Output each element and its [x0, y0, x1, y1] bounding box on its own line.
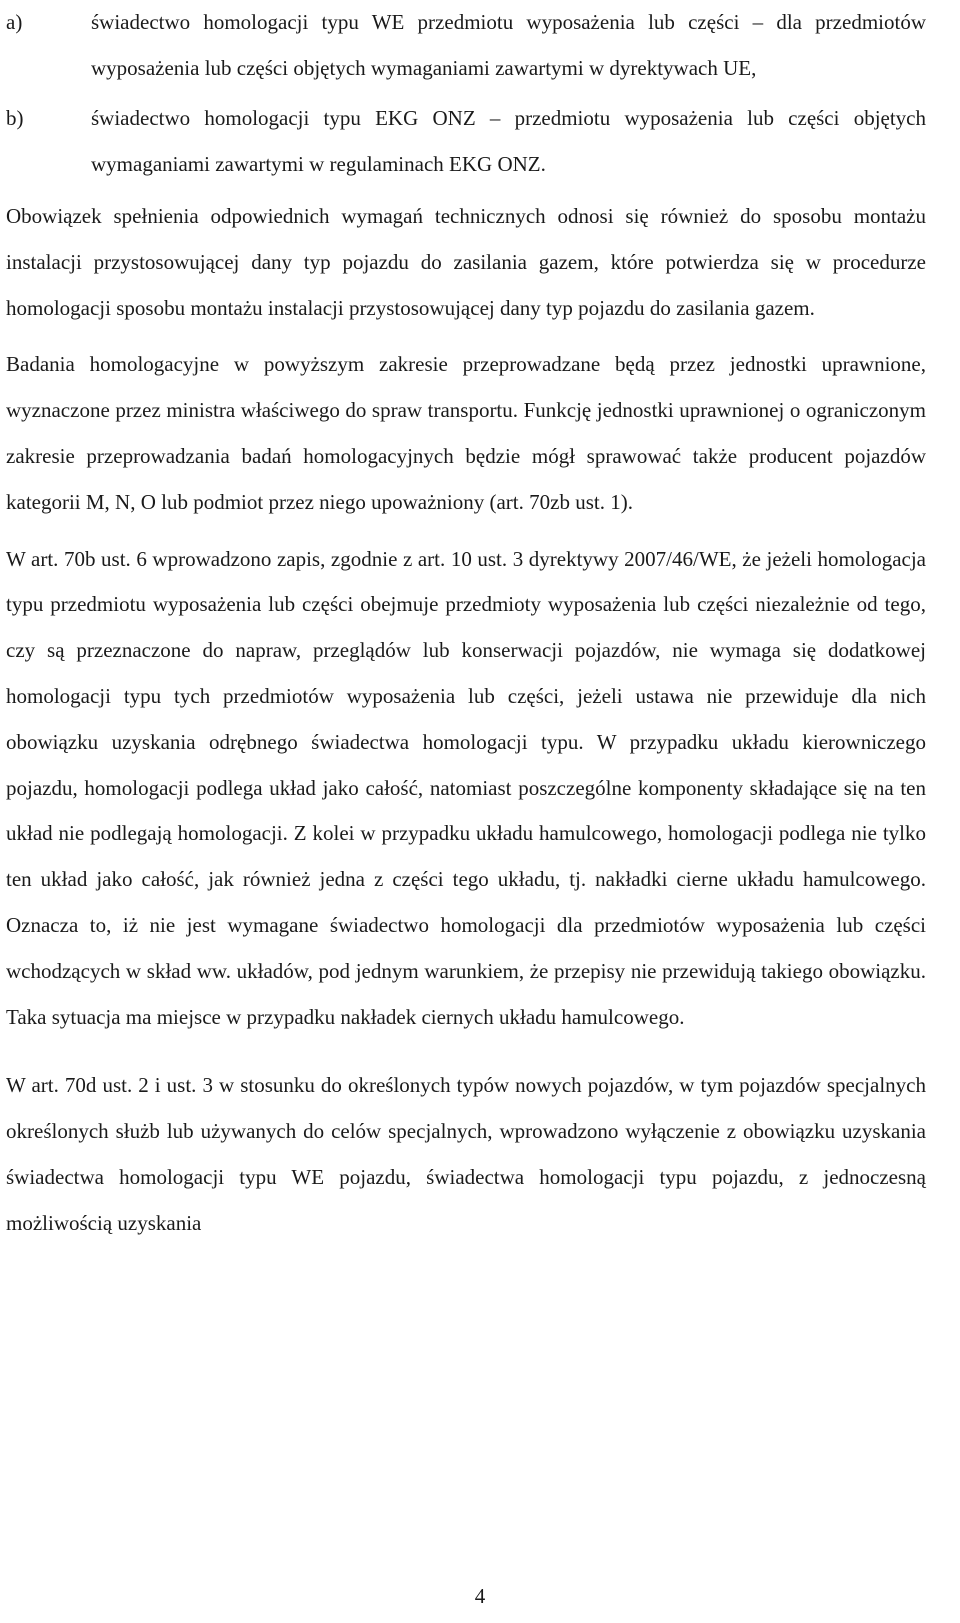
document-page — [6, 0, 926, 1247]
paragraph-art-70b: W art. 70b ust. 6 wprowadzono zapis, zgodnie z art. 10 ust. 3 dyrektywy 2007/46/WE, że jeżeli homologacja typu przedmiotu wyposażenia lub części obejmuje przedmioty wyposażenia lub części niezależnie od tego, czy są przeznaczone do napraw, przeglądów lub konserwacji pojazdów, nie wymaga się dodatkowej homologacji typu tych przedmiotów wyposażenia lub części, jeżeli ustawa nie przewiduje dla nich obowiązku uzyskania odrębnego świadectwa homologacji typu. W przypadku układu kierowniczego pojazdu, homologacji podlega układ jako całość, natomiast poszczególne komponenty składające się na ten układ nie podlegają homologacji. Z kolei w przypadku układu hamulcowego, homologacji podlega nie tylko ten układ jako całość, jak również jedna z części tego układu, tj. nakładki cierne układu hamulcowego. Oznacza to, iż nie jest wymagane świadectwo homologacji dla przedmiotów wyposażenia lub części wchodzących w skład ww. układów, pod jednym warunkiem, że przepisy nie przewidują takiego obowiązku. Taka sytuacja ma miejsce w przypadku nakładek ciernych układu hamulcowego. — [6, 546, 926, 1029]
list-marker: a) — [6, 10, 23, 34]
list-item — [6, 96, 926, 187]
paragraph-homologation-tests: Badania homologacyjne w powyższym zakresie przeprowadzane będą przez jednostki uprawnione, wyznaczone przez ministra właściwego do spraw transportu. Funkcję jednostki uprawnionej o ograniczonym zakresie przeprowadzania badań homologacyjnych będzie mógł sprawować także producent pojazdów kategorii M, N, O lub podmiot przez niego upoważniony (art. 70zb ust. 1). — [6, 352, 926, 514]
list-item-text: świadectwo homologacji typu EKG ONZ – przedmiotu wyposażenia lub części objętych wymaganiami zawartymi w regulaminach EKG ONZ. — [91, 106, 926, 176]
requirements-list — [6, 0, 926, 187]
list-marker: b) — [6, 106, 24, 130]
page-number: 4 — [474, 1584, 486, 1608]
paragraph-art-70d: W art. 70d ust. 2 i ust. 3 w stosunku do określonych typów nowych pojazdów, w tym pojazdów specjalnych określonych służb lub używanych do celów specjalnych, wprowadzono wyłączenie z obowiązku uzyskania świadectwa homologacji typu WE pojazdu, świadectwa homologacji typu pojazdu, z jednoczesną możliwością uzyskania — [6, 1073, 926, 1235]
list-item-text: świadectwo homologacji typu WE przedmiotu wyposażenia lub części – dla przedmiotów wyposażenia lub części objętych wymaganiami zawartymi w dyrektywach UE, — [91, 10, 926, 80]
list-item — [6, 0, 926, 91]
paragraph-gas-installation: Obowiązek spełnienia odpowiednich wymagań technicznych odnosi się również do sposobu montażu instalacji przystosowującej dany typ pojazdu do zasilania gazem, które potwierdza się w procedurze homologacji sposobu montażu instalacji przystosowującej dany typ pojazdu do zasilania gazem. — [6, 204, 926, 320]
